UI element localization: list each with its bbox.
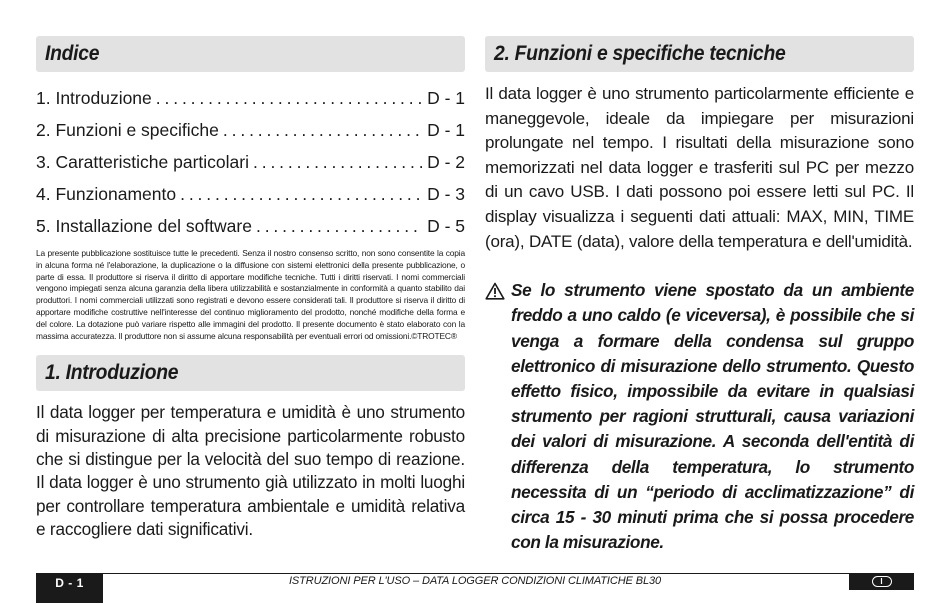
toc-entry-page: D - 2 xyxy=(427,152,465,172)
right-column xyxy=(485,36,914,555)
warning-triangle-icon xyxy=(485,282,505,300)
toc-entry-label: 1. Introduzione xyxy=(36,88,152,108)
toc-entry-label: 2. Funzioni e specifiche xyxy=(36,120,219,140)
toc-leader-dots xyxy=(256,214,423,238)
index-heading: Indice xyxy=(45,42,100,65)
footer-language-tab xyxy=(849,573,914,590)
left-column xyxy=(36,36,465,541)
intro-paragraph: Il data logger per temperatura e umidità è uno strumento di misurazione di alta precisione particolarmente robusto che si distingue per la velocità del suo tempo di reazione. Il data logger è uno strumento già utilizzato in molti luoghi per controllare temperatura ambientale e umidità relativa e raccogliere dati significativi. xyxy=(36,402,465,539)
toc-entry[interactable] xyxy=(36,214,465,246)
toc-entry-label: 5. Installazione del software xyxy=(36,216,252,236)
toc-entry-label: 3. Caratteristiche particolari xyxy=(36,152,249,172)
toc-leader-dots xyxy=(180,182,423,206)
toc-entry-page: D - 1 xyxy=(427,120,465,140)
index-heading-bar xyxy=(36,36,465,72)
functions-paragraph: Il data logger è uno strumento particolarmente efficiente e maneggevole, ideale da impiegare per misurazioni prolungate nel tempo. I risultati della misurazione sono memorizzati nel data logger e trasferiti sul PC per mezzo di un cavo USB. I dati possono poi essere letti sul PC. Il display visualizza i seguenti dati attuali: MAX, MIN, TIME (ora), DATE (data), valore della temperatura e dell'umidità. xyxy=(485,84,914,251)
legal-notice: La presente pubblicazione sostituisce tutte le precedenti. Senza il nostro consenso scritto, non sono consentite la copia in alcuna forma né l'elaborazione, la duplicazione o la diffusione con sistemi elettronici della presente pubblicazione, o parte di essa. Il produttore si riserva il diritto di apportare modifiche tecniche. Tutti i diritti riservati. I nomi commerciali vengono impiegati senza alcuna garanzia della libera utilizzabilità e sostanzialmente in conformità a quanto stabilito dai produttori. I nomi commerciali utilizzati sono registrati e devono essere considerati tali. Il produttore si riserva il diritto di apportare modifiche costruttive nell'interesse del continuo miglioramento del prodotto, nonché modifiche della forma e del colore. La dotazione può variare rispetto alle immagini del prodotto. Il presente documento è stato elaborato con la massima accuratezza. Il produttore non si assume alcuna responsabilità per eventuali errori od omissioni.©TROTEC® xyxy=(36,248,465,341)
toc-entry-label: 4. Funzionamento xyxy=(36,184,177,204)
footer-page-number: D - 1 xyxy=(36,573,103,603)
toc-entry[interactable] xyxy=(36,150,465,182)
toc-leader-dots xyxy=(156,86,423,110)
intro-heading-bar xyxy=(36,355,465,391)
toc-entry-page: D - 3 xyxy=(427,184,465,204)
condensation-warning xyxy=(485,278,914,555)
toc-leader-dots xyxy=(253,150,423,174)
intro-heading: 1. Introduzione xyxy=(45,361,179,385)
table-of-contents xyxy=(36,86,465,246)
toc-leader-dots xyxy=(223,118,423,142)
functions-heading-bar xyxy=(485,36,914,72)
toc-entry-page: D - 5 xyxy=(427,216,465,236)
functions-heading: 2. Funzioni e specifiche tecniche xyxy=(494,42,786,65)
footer-title: ISTRUZIONI PER L'USO – DATA LOGGER CONDIZIONI CLIMATICHE BL30 xyxy=(288,575,662,587)
toc-entry[interactable] xyxy=(36,118,465,150)
language-badge xyxy=(872,576,892,587)
toc-entry[interactable] xyxy=(36,182,465,214)
warning-text: Se lo strumento viene spostato da un ambiente freddo a uno caldo (e viceversa), è possibile che si venga a formare della condensa sul gruppo elettronico di misurazione dello strumento. Questo effetto fisico, impossibile da evitare in qualsiasi strumento per ragioni strutturali, causa variazioni dei valori di misurazione. A seconda dell'entità di differenza della temperatura, lo strumento necessita di un “periodo di acclimatizzazione” di circa 15 - 30 minuti prima che si possa procedere con la misurazione. xyxy=(511,280,914,553)
toc-entry[interactable] xyxy=(36,86,465,118)
language-code: I xyxy=(880,576,883,586)
toc-entry-page: D - 1 xyxy=(427,88,465,108)
